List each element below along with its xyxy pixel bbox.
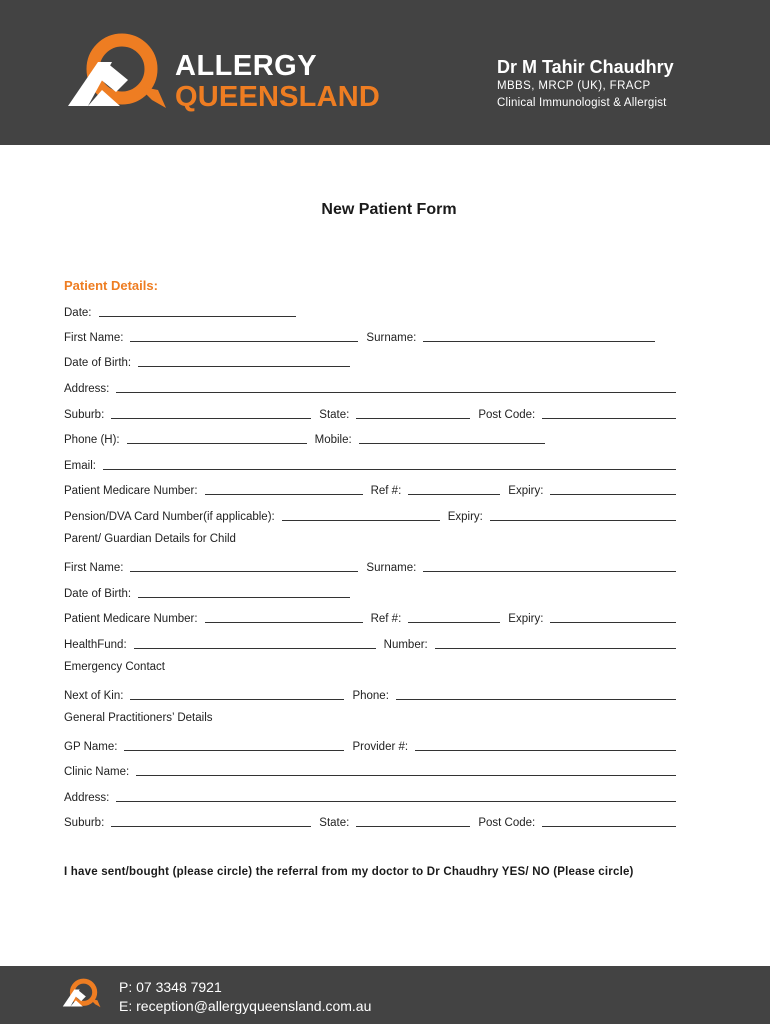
row-pension	[64, 507, 676, 523]
postcode-field[interactable]	[542, 417, 676, 419]
label-guardian-dob: Date of Birth:	[64, 587, 132, 600]
label-date: Date:	[64, 306, 92, 319]
doctor-role: Clinical Immunologist & Allergist	[497, 97, 667, 109]
row-date	[64, 303, 676, 319]
row-clinic-name	[64, 762, 676, 778]
gp-state-field[interactable]	[356, 825, 470, 827]
healthfund-number-field[interactable]	[435, 647, 676, 649]
label-pension-expiry: Expiry:	[447, 510, 483, 523]
label-surname: Surname:	[366, 331, 417, 344]
address-field[interactable]	[116, 391, 676, 393]
row-guardian-medicare	[64, 609, 676, 625]
pension-expiry-field[interactable]	[490, 519, 676, 521]
row-suburb	[64, 405, 676, 421]
label-dob: Date of Birth:	[64, 356, 132, 369]
label-mobile: Mobile:	[314, 433, 352, 446]
label-email: Email:	[64, 459, 96, 472]
doctor-qualifications: MBBS, MRCP (UK), FRACP	[497, 80, 651, 92]
guardian-expiry-field[interactable]	[550, 621, 676, 623]
label-medicare: Patient Medicare Number:	[64, 484, 198, 497]
row-email	[64, 456, 676, 472]
emergency-heading: Emergency Contact	[64, 661, 165, 673]
label-number: Number:	[383, 638, 428, 651]
dob-field[interactable]	[138, 365, 350, 367]
first-name-field[interactable]	[130, 340, 358, 342]
label-guardian-ref: Ref #:	[370, 612, 402, 625]
row-name	[64, 328, 676, 344]
label-healthfund: HealthFund:	[64, 638, 127, 651]
row-gp-name	[64, 737, 676, 753]
ref-field[interactable]	[408, 493, 500, 495]
label-first-name: First Name:	[64, 331, 124, 344]
next-of-kin-field[interactable]	[130, 698, 344, 700]
row-gp-address	[64, 788, 676, 804]
brand-name-line1: ALLERGY	[175, 50, 318, 82]
label-gp-suburb: Suburb:	[64, 816, 105, 829]
expiry-field[interactable]	[550, 493, 676, 495]
allergy-queensland-logo-icon	[62, 976, 102, 1010]
label-address: Address:	[64, 382, 110, 395]
row-guardian-name	[64, 558, 676, 574]
guardian-heading: Parent/ Guardian Details for Child	[64, 533, 236, 545]
state-field[interactable]	[356, 417, 470, 419]
row-gp-suburb	[64, 813, 676, 829]
email-field[interactable]	[103, 468, 676, 470]
label-phone-home: Phone (H):	[64, 433, 120, 446]
label-provider: Provider #:	[352, 740, 409, 753]
label-gp-address: Address:	[64, 791, 110, 804]
row-dob	[64, 353, 676, 369]
row-next-of-kin	[64, 686, 676, 702]
healthfund-field[interactable]	[134, 647, 376, 649]
date-field[interactable]	[99, 315, 296, 317]
section-patient-details: Patient Details:	[64, 278, 158, 293]
row-guardian-dob	[64, 584, 676, 600]
label-state: State:	[319, 408, 350, 421]
brand-name-line2: QUEENSLAND	[175, 81, 381, 113]
footer-phone: P: 07 3348 7921	[119, 979, 222, 995]
label-gp-state: State:	[319, 816, 350, 829]
label-guardian-expiry: Expiry:	[508, 612, 544, 625]
doctor-name: Dr M Tahir Chaudhry	[497, 57, 674, 77]
gp-name-field[interactable]	[124, 749, 344, 751]
row-address	[64, 379, 676, 395]
medicare-field[interactable]	[205, 493, 363, 495]
guardian-medicare-field[interactable]	[205, 621, 363, 623]
label-guardian-medicare: Patient Medicare Number:	[64, 612, 198, 625]
gp-address-field[interactable]	[116, 800, 676, 802]
form-title: New Patient Form	[321, 201, 457, 218]
kin-phone-field[interactable]	[396, 698, 676, 700]
label-next-of-kin: Next of Kin:	[64, 689, 124, 702]
mobile-field[interactable]	[359, 442, 545, 444]
clinic-name-field[interactable]	[136, 774, 676, 776]
page-header	[0, 0, 770, 145]
referral-statement: I have sent/bought (please circle) the referral from my doctor to Dr Chaudhry YES/ NO (Please circle)	[64, 866, 634, 878]
suburb-field[interactable]	[111, 417, 311, 419]
label-expiry: Expiry:	[508, 484, 544, 497]
guardian-ref-field[interactable]	[408, 621, 500, 623]
pension-field[interactable]	[282, 519, 440, 521]
row-medicare	[64, 481, 676, 497]
label-guardian-surname: Surname:	[366, 561, 417, 574]
gp-heading: General Practitioners’ Details	[64, 712, 213, 724]
label-ref: Ref #:	[370, 484, 402, 497]
page-footer	[0, 966, 770, 1024]
label-gp-name: GP Name:	[64, 740, 118, 753]
label-suburb: Suburb:	[64, 408, 105, 421]
row-healthfund	[64, 635, 676, 651]
label-guardian-first-name: First Name:	[64, 561, 124, 574]
gp-suburb-field[interactable]	[111, 825, 311, 827]
label-kin-phone: Phone:	[352, 689, 389, 702]
label-postcode: Post Code:	[478, 408, 536, 421]
surname-field[interactable]	[423, 340, 655, 342]
footer-email: E: reception@allergyqueensland.com.au	[119, 998, 372, 1014]
row-phone	[64, 430, 676, 446]
guardian-dob-field[interactable]	[138, 596, 350, 598]
label-pension: Pension/DVA Card Number(if applicable):	[64, 510, 275, 523]
label-gp-postcode: Post Code:	[478, 816, 536, 829]
gp-postcode-field[interactable]	[542, 825, 676, 827]
phone-home-field[interactable]	[127, 442, 307, 444]
guardian-surname-field[interactable]	[423, 570, 676, 572]
allergy-queensland-logo-icon	[66, 32, 170, 110]
provider-field[interactable]	[415, 749, 676, 751]
guardian-first-name-field[interactable]	[130, 570, 358, 572]
label-clinic-name: Clinic Name:	[64, 765, 130, 778]
